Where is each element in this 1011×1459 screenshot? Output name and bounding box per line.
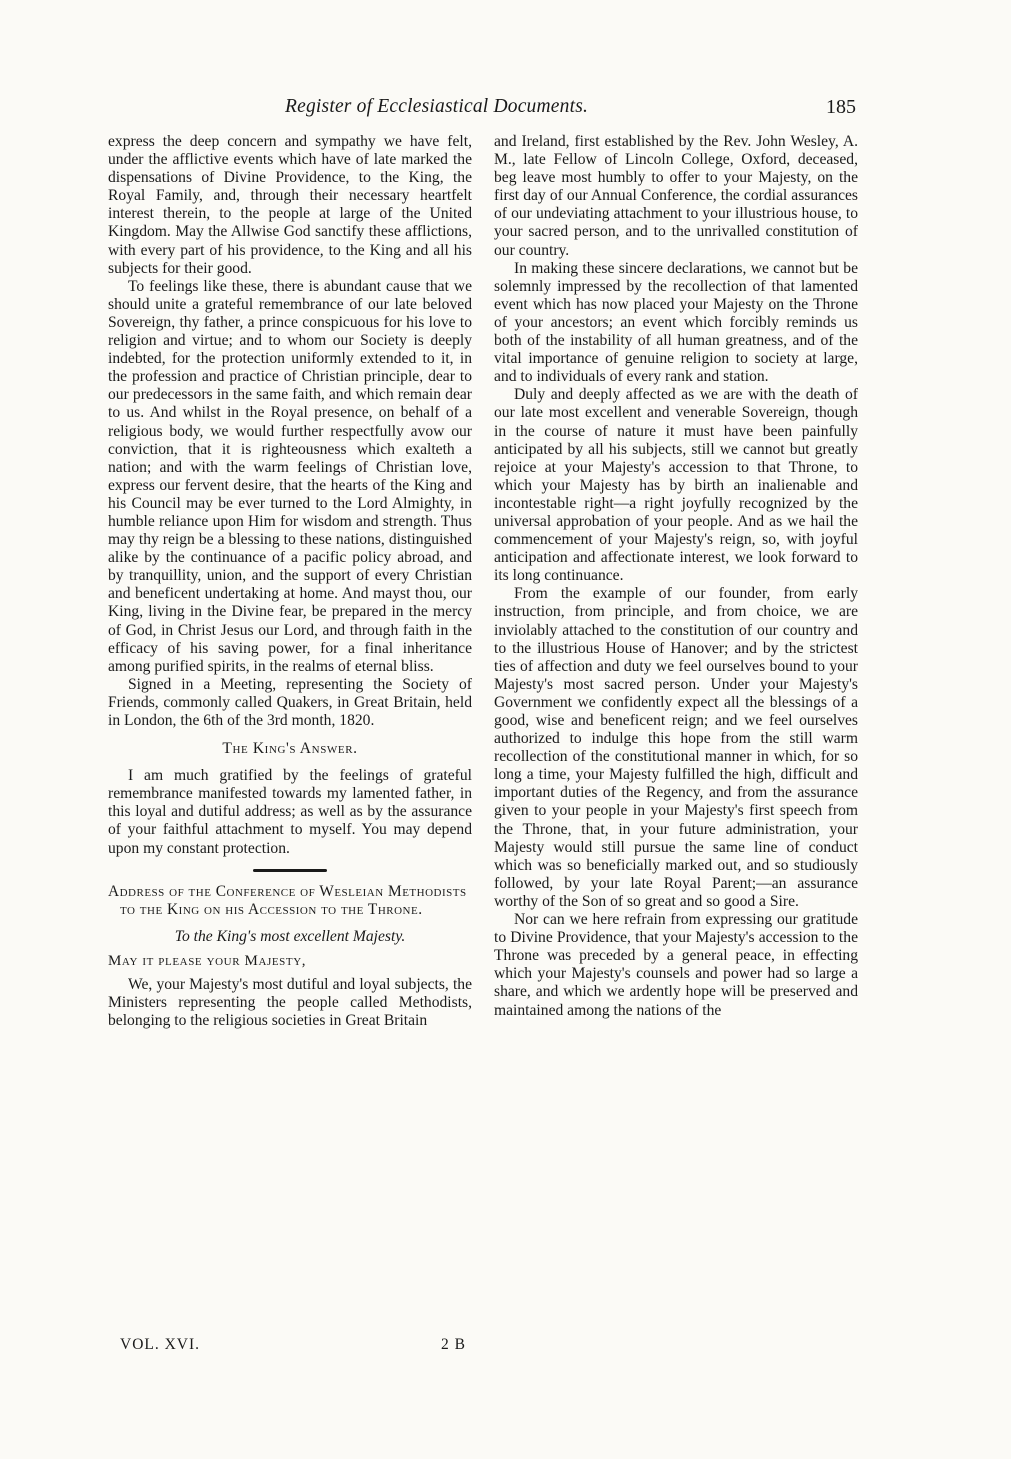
salutation-line: May it please your Majesty, — [108, 952, 307, 969]
dedication-line: To the King's most excellent Majesty. — [174, 927, 406, 945]
methodist-address-heading: Address of the Conference of Wesleian Methodists to the King on his Accession to the Throne. — [108, 882, 467, 919]
page-number: 185 — [826, 96, 856, 118]
quaker-address-continuation: express the deep concern and sympathy we have felt, under the afflictive events which have of late marked the dispensations of Divine Providence, to the King, the Royal Family, and, through their necessary heartfelt interest therein, to the people at large of the United Kingdom. May the Allwise God sanctify these afflictions, with every part of his providence, to the King and all his subjects for their good. — [108, 133, 472, 277]
kings-answer-text: I am much gratified by the feelings of grateful remembrance manifested towards my lamented father, in this loyal and dutiful address; as well as by the assurance of your faithful attachment to myself. You may depend upon my constant protection. — [108, 767, 472, 857]
left-column — [108, 133, 472, 1030]
right-column — [494, 133, 858, 1020]
methodist-address-continuation: and Ireland, first established by the Rev. John Wesley, A. M., late Fellow of Lincoln College, Oxford, deceased, beg leave most humbly to offer to your Majesty, on the first day of our Annual Conference, the cordial assurances of our undeviating attachment to your illustrious house, to your sacred person, and to the unrivalled constitution of our country. — [494, 133, 858, 259]
signature-mark: 2 B — [441, 1336, 466, 1353]
page-header — [0, 96, 1011, 126]
kings-answer-heading: The King's Answer. — [222, 740, 358, 758]
quaker-address-paragraph: To feelings like these, there is abundant cause that we should unite a grateful remembrance of our late beloved Sovereign, thy father, a prince conspicuous for his love to religion and virtue; and to whom our Society is deeply indebted, for the protection uniformly extended to it, in the profession and practice of Christian principle, dear to our predecessors in the same faith, and which remain dear to us. And whilst in the Royal presence, on behalf of a religious body, we would further respectfully avow our conviction, that it is righteousness which exalteth a nation; and with the warm feelings of Christian love, express our fervent desire, that the hearts of the King and his Council may be ever turned to the Lord Almighty, in humble reliance upon Him for wisdom and strength. Thus may thy reign be a blessing to these nations, distinguished alike by the continuance of a pacific policy abroad, and by tranquillity, union, and the support of every Christian and beneficent undertaking at home. And mayst thou, our King, living in the Divine fear, be prepared in the mercy of God, in Christ Jesus our Lord, and through faith in the efficacy of his saving power, for a final inheritance among purified spirits, in the realms of eternal bliss. — [108, 277, 472, 675]
methodist-address-opening: We, your Majesty's most dutiful and loyal subjects, the Ministers representing the people called Methodists, belonging to the religious societies in Great Britain — [108, 975, 472, 1030]
page-footer — [108, 1336, 472, 1356]
methodist-address-paragraph-5: Nor can we here refrain from expressing our gratitude to Divine Providence, that your Majesty's accession to the Throne was preceded by a general peace, in effecting which your Majesty's counsels and power had so large a share, and which we ardently hope will be preserved and maintained among the nations of the — [494, 911, 858, 1019]
methodist-address-paragraph-4: From the example of our founder, from early instruction, from principle, and from choice, we are inviolably attached to the constitution of our country and to the illustrious House of Hanover; and by the strictest ties of affection and duty we feel ourselves bound to your Majesty's most sacred person. Under your Majesty's Government we confidently expect all the blessings of a good, wise and beneficent reign; and we feel ourselves authorized to indulge this hope from the still warm recollection of the constitutional manner in which, for so long a time, your Majesty fulfilled the high, difficult and important duties of the Regency, and from the assurance given to your people in your Majesty's first speech from the Throne, that, in your future administration, your Majesty would still pursue the same line of conduct which was so beneficially marked out, and so studiously followed, by your late Royal Parent;—an assurance worthy of the Son of so great and so good a Sire. — [494, 585, 858, 910]
methodist-address-paragraph-3: Duly and deeply affected as we are with the death of our late most excellent and venerable Sovereign, though in the course of nature it must have been painfully anticipated by all his subjects, still we cannot but greatly rejoice at your Majesty's accession to that Throne, to which your Majesty has by birth an inalienable and incontestable right—a right joyfully recognized by the universal approbation of your people. And as we hail the commencement of your Majesty's reign, so, with joyful anticipation and affectionate interest, we look forward to its long continuance. — [494, 386, 858, 585]
quaker-address-signature: Signed in a Meeting, representing the Society of Friends, commonly called Quakers, in Great Britain, held in London, the 6th of the 3rd month, 1820. — [108, 675, 472, 729]
methodist-address-paragraph-2: In making these sincere declarations, we cannot but be solemnly impressed by the recollection of that lamented event which has now placed your Majesty on the Throne of your ancestors; an event which forcibly reminds us both of the instability of all human greatness, and of the vital importance of genuine religion to society at large, and to individuals of every rank and station. — [494, 259, 858, 386]
volume-label: VOL. XVI. — [120, 1336, 201, 1353]
running-head: Register of Ecclesiastical Documents. — [285, 96, 589, 117]
section-divider — [253, 869, 327, 872]
